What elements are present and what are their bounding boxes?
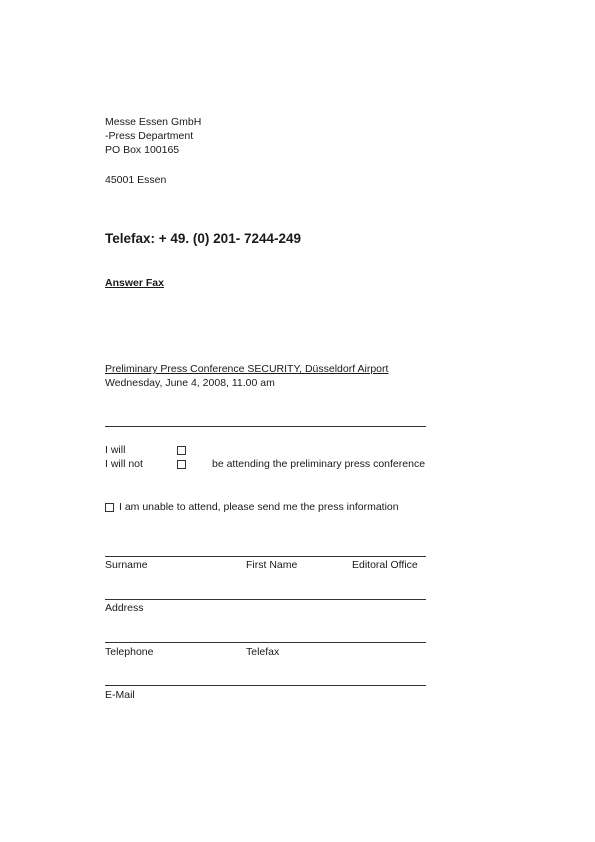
unable-attend-checkbox[interactable]: [105, 503, 114, 512]
unable-attend-label: I am unable to attend, please send me the press information: [119, 501, 399, 513]
option-will-not-label: I will not: [105, 458, 143, 470]
email-label: E-Mail: [105, 689, 135, 701]
attendance-suffix: be attending the preliminary press conference: [212, 458, 426, 470]
will-attend-checkbox[interactable]: [177, 446, 186, 455]
city: 45001 Essen: [105, 174, 167, 186]
divider-line: [105, 426, 426, 427]
recipient-address: [105, 115, 201, 157]
po-box: PO Box 100165: [105, 144, 180, 156]
telephone-field-line[interactable]: [105, 642, 426, 643]
telephone-label: Telephone: [105, 646, 154, 658]
address-field-line[interactable]: [105, 599, 426, 600]
department: -Press Department: [105, 130, 194, 142]
will-not-attend-checkbox[interactable]: [177, 460, 186, 469]
editorial-office-label: Editoral Office: [352, 559, 418, 571]
option-will-label: I will: [105, 444, 126, 456]
answer-fax-heading: Answer Fax: [105, 277, 164, 289]
surname-label: Surname: [105, 559, 148, 571]
event-title: Preliminary Press Conference SECURITY, Düsseldorf Airport: [105, 363, 389, 375]
telefax-label: Telefax: [246, 646, 280, 658]
email-field-line[interactable]: [105, 685, 426, 686]
first-name-label: First Name: [246, 559, 298, 571]
telefax-number: Telefax: + 49. (0) 201- 7244-249: [105, 231, 301, 246]
address-label: Address: [105, 602, 144, 614]
surname-field-line[interactable]: [105, 556, 426, 557]
company-name: Messe Essen GmbH: [105, 116, 202, 128]
event-date: Wednesday, June 4, 2008, 11.00 am: [105, 377, 275, 389]
